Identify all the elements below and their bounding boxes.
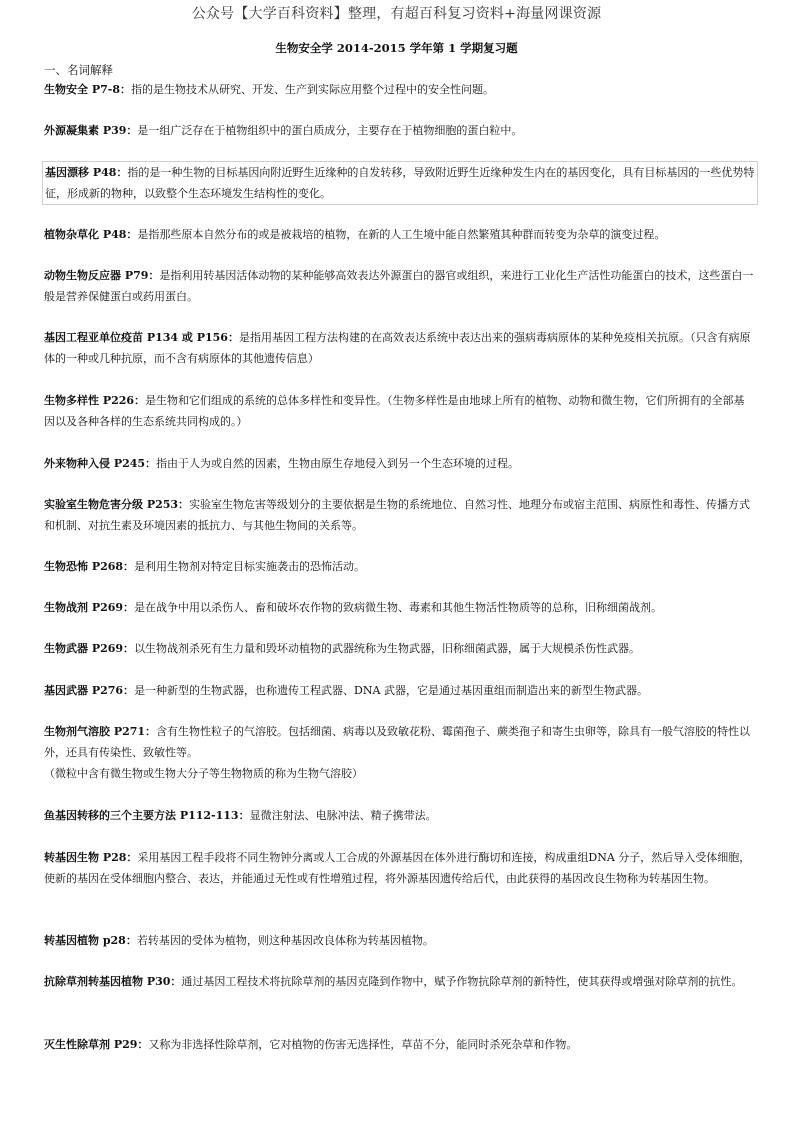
list-item (44, 847, 754, 889)
term-note: （微粒中含有微生物或生物大分子等生物物质的称为生物气溶胶） (44, 767, 363, 780)
list-item (44, 120, 754, 141)
term-label: 基因武器 P276： (44, 684, 135, 697)
term-definition: 是指用基因工程方法构建的在高效表达系统中表达出来的强病毒病原体的某种免疫相关抗原。（只含有病原体的一种或几种抗原，而不含有病原体的其他遗传信息） (44, 331, 751, 365)
term-label: 抗除草剂转基因植物 P30： (44, 975, 182, 988)
term-label: 基因漂移 P48： (45, 166, 128, 179)
list-item (44, 390, 754, 432)
term-label: 生物武器 P269： (44, 642, 135, 655)
term-label: 生物战剂 P269： (44, 601, 135, 614)
term-label: 鱼基因转移的三个主要方法 P112-113： (44, 809, 250, 822)
term-label: 灭生性除草剂 P29： (44, 1038, 149, 1051)
list-item (44, 224, 754, 245)
term-label: 实验室生物危害分级 P253： (44, 498, 190, 511)
document-title: 生物安全学 2014-2015 学年第 1 学期复习题 (275, 41, 518, 55)
term-definition: 指的是一种生物的目标基因向附近野生近缘种的自发转移，导致附近野生近缘种发生内在的基因变化，具有目标基因的一些优势特征，形成新的物种，以致整个生态环境发生结构性的变化。 (45, 166, 755, 200)
list-item (44, 494, 754, 536)
term-definition: 显微注射法、电脉冲法、精子携带法。 (249, 809, 437, 822)
term-definition: 是指利用转基因活体动物的某种能够高效表达外源蛋白的器官或组织，来进行工业化生产活性功能蛋白的技术，这些蛋白一般是营养保健蛋白或药用蛋白。 (44, 269, 754, 303)
term-label: 生物多样性 P226： (44, 394, 146, 407)
term-label: 植物杂草化 P48： (44, 228, 138, 241)
list-item (44, 721, 754, 784)
term-definition: 采用基因工程手段将不同生物钟分离或人工合成的外源基因在体外进行酶切和连接，构成重组DNA 分子，然后导入受体细胞，使新的基因在受体细胞内整合、表达，并能通过无性或有性增殖过程，将外源基因遗传给后代，由此获得的基因改良生物称为转基因生物。 (44, 851, 751, 885)
term-label: 基因工程亚单位疫苗 P134 或 P156： (44, 331, 239, 344)
list-item (44, 680, 754, 701)
list-item (44, 265, 754, 307)
list-item (44, 805, 754, 826)
list-item (44, 597, 754, 618)
term-definition: 是一种新型的生物武器，也称遗传工程武器、DNA 武器，它是通过基因重组而制造出来的新型生物武器。 (134, 684, 648, 697)
term-definition: 是在战争中用以杀伤人、畜和破坏农作物的致病微生物、毒素和其他生物活性物质等的总称，旧称细菌战剂。 (134, 601, 663, 614)
term-definition: 指的是生物技术从研究、开发、生产到实际应用整个过程中的安全性问题。 (130, 83, 494, 96)
term-definition: 通过基因工程技术将抗除草剂的基因克隆到作物中，赋予作物抗除草剂的新特性，使其获得或增强对除草剂的抗性。 (181, 975, 743, 988)
term-label: 外来物种入侵 P245： (44, 457, 157, 470)
list-item (44, 556, 754, 577)
term-definition: 若转基因的受体为植物，则这种基因改良体称为转基因植物。 (136, 934, 434, 947)
term-definition: 是指那些原本自然分布的或是被栽培的植物，在新的人工生境中能自然繁殖其种群而转变为杂草的演变过程。 (137, 228, 666, 241)
term-definition: 又称为非选择性除草剂，它对植物的伤害无选择性，草苗不分，能同时杀死杂草和作物。 (148, 1038, 578, 1051)
term-definition: 指由于人为或自然的因素，生物由原生存地侵入到另一个生态环境的过程。 (156, 457, 520, 470)
page-header-banner: 公众号【大学百科资料】整理，有超百科复习资料+海量网课资源 (191, 6, 602, 22)
list-item (44, 453, 754, 474)
term-label: 生物安全 P7-8： (44, 83, 131, 96)
term-definition: 实验室生物危害等级划分的主要依据是生物的系统地位、自然习性、地理分布或宿主范围、病原性和毒性、传播方式和机制、对抗生素及环境因素的抵抗力、与其他生物间的关系等。 (44, 498, 751, 532)
term-label: 生物恐怖 P268： (44, 560, 135, 573)
term-label: 外源凝集素 P39： (44, 124, 138, 137)
list-item (44, 1034, 754, 1055)
list-item (44, 971, 754, 992)
list-item (44, 930, 754, 951)
term-label: 动物生物反应器 P79： (44, 269, 160, 282)
list-item (42, 161, 758, 205)
list-item (44, 79, 754, 100)
term-definition: 是生物和它们组成的系统的总体多样性和变异性。（生物多样性是由地球上所有的植物、动物和微生物，它们所拥有的全部基因以及各种各样的生态系统共同构成的。） (44, 394, 745, 428)
term-label: 转基因生物 P28： (44, 851, 138, 864)
section-heading: 一、名词解释 (44, 63, 113, 77)
list-item (44, 638, 754, 659)
list-item (44, 327, 754, 369)
term-definition: 是一组广泛存在于植物组织中的蛋白质成分，主要存在于植物细胞的蛋白粒中。 (137, 124, 523, 137)
term-label: 生物剂气溶胶 P271： (44, 725, 157, 738)
term-definition: 是利用生物剂对特定目标实施袭击的恐怖活动。 (134, 560, 366, 573)
term-definition: 以生物战剂杀死有生力量和毁坏动植物的武器统称为生物武器，旧称细菌武器，属于大规模杀伤性武器。 (134, 642, 641, 655)
term-definition: 含有生物性粒子的气溶胶。包括细菌、病毒以及致敏花粉、霉菌孢子、蕨类孢子和寄生虫卵等，除具有一般气溶胶的特性以外，还具有传染性、致敏性等。 (44, 725, 751, 759)
term-label: 转基因植物 p28： (44, 934, 137, 947)
